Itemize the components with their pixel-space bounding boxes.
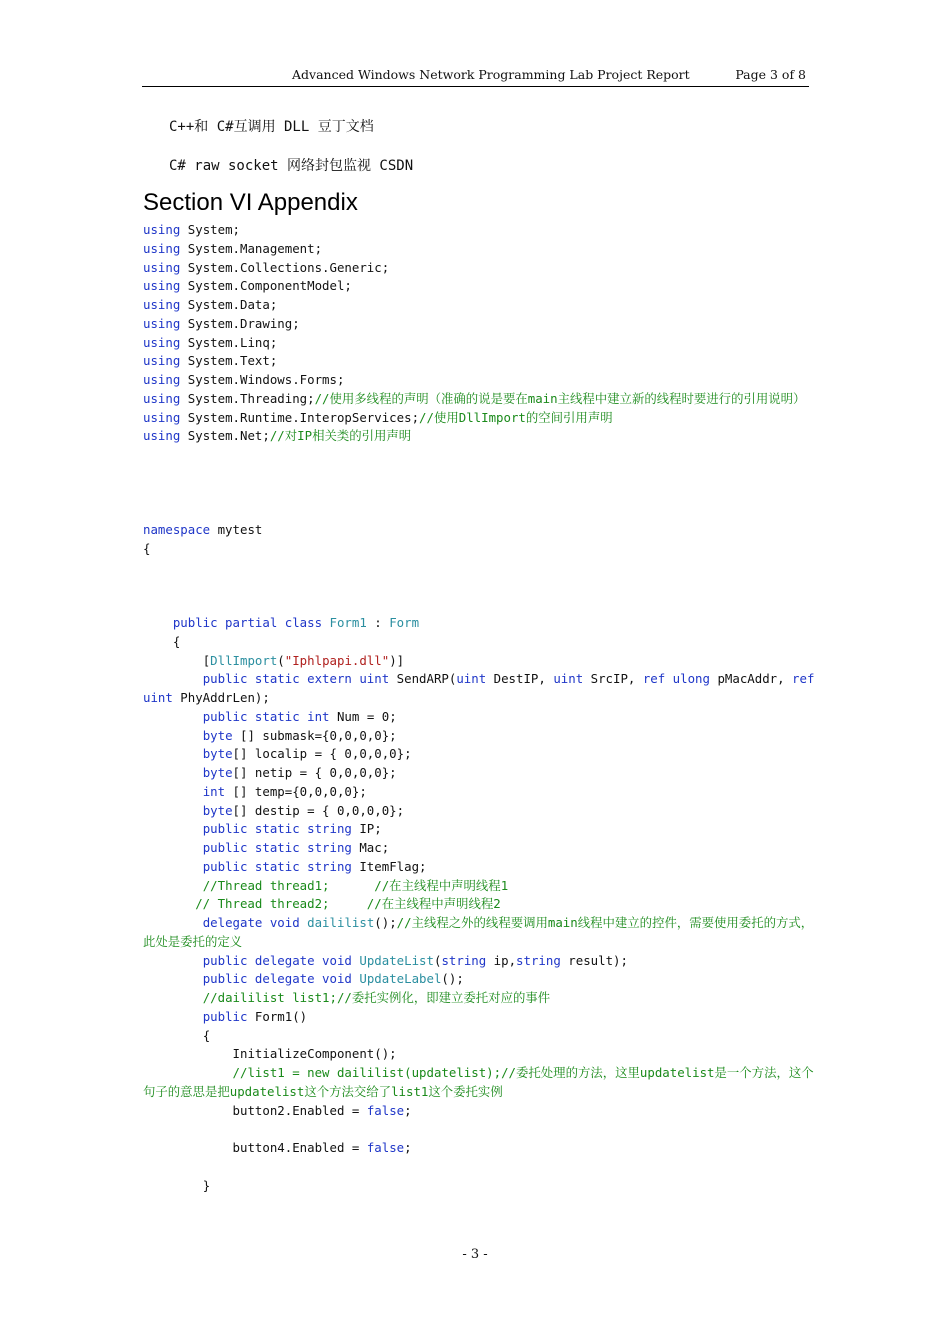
page-header (142, 66, 809, 87)
code-token: : (366, 615, 390, 630)
code-token: false (366, 1102, 405, 1118)
code-token: public (202, 1008, 248, 1024)
code-token: DllImport (210, 652, 278, 668)
code-line (143, 277, 815, 296)
code-token: public partial class (172, 615, 323, 630)
code-line (143, 727, 815, 746)
code-token (143, 859, 203, 874)
code-token: ( (277, 652, 285, 668)
code-token: result); (560, 952, 628, 968)
code-token: pMacAddr, (709, 671, 793, 687)
code-token (143, 953, 203, 968)
code-token: System.Runtime.InteropServices; (180, 409, 420, 425)
code-token: SrcIP, (583, 671, 643, 687)
code-token: InitializeComponent(); (143, 1046, 397, 1062)
code-token (143, 840, 203, 855)
code-token (143, 803, 203, 818)
code-token: using (143, 297, 181, 312)
code-token: using (143, 315, 181, 331)
code-token: delegate void (202, 915, 300, 930)
code-token: button4.Enabled = (143, 1140, 367, 1155)
code-token: namespace (143, 522, 211, 537)
code-token: using (143, 240, 181, 256)
code-token: using (143, 390, 181, 406)
code-token: //daililist list1;//委托实例化，即建立委托对应的事件 (202, 990, 551, 1005)
code-line (143, 914, 815, 952)
code-token: string (516, 952, 561, 968)
code-token: uint (456, 671, 487, 687)
code-token: "Iphlpapi.dll" (284, 652, 390, 668)
code-token: System.Windows.Forms; (180, 372, 345, 387)
reference-item: C++和 C#互调用 DLL 豆丁文档 (169, 119, 374, 135)
code-token: //使用多线程的声明（准确的说是要在main主线程中建立新的线程时要进行的引用说明） (314, 390, 806, 406)
code-token: //list1 = new daililist(updatelist);//委托处理的方法，这里updatelist是一个方法，这个句子的意思是把updatelist这个方法交给了list1这个委托实例 (143, 1065, 814, 1099)
code-token (143, 615, 173, 630)
code-line (143, 614, 815, 633)
code-line (143, 708, 815, 727)
code-token (143, 990, 203, 1005)
code-line (143, 839, 815, 858)
code-line (143, 1139, 815, 1158)
code-line (143, 895, 815, 914)
code-token: ItemFlag; (351, 858, 427, 874)
code-token: UpdateLabel (359, 971, 442, 987)
code-token: System; (180, 222, 240, 237)
code-token: Form (389, 615, 420, 630)
code-token: byte (202, 765, 233, 780)
code-line (143, 802, 815, 821)
code-token: byte (202, 727, 233, 743)
code-line (143, 371, 815, 390)
code-token: ; (404, 1140, 412, 1155)
code-line (143, 952, 815, 971)
code-line (143, 390, 815, 409)
code-block-namespace (143, 521, 815, 559)
code-line (143, 1120, 815, 1139)
code-token: public delegate void (202, 952, 352, 968)
code-token: ref ulong (642, 671, 710, 687)
code-token: } (143, 1177, 211, 1193)
code-token: int (202, 783, 226, 799)
code-token: using (143, 409, 181, 425)
code-token: System.Collections.Generic; (180, 259, 390, 275)
code-line (143, 989, 815, 1008)
code-token: System.Text; (180, 353, 278, 369)
code-line (143, 1008, 815, 1027)
code-token: System.Data; (180, 297, 278, 312)
code-line (143, 1045, 815, 1064)
code-token: System.Threading; (180, 390, 315, 406)
code-token: SendARP( (389, 671, 457, 687)
code-token (143, 671, 203, 686)
code-line (143, 633, 815, 652)
code-token (143, 746, 203, 761)
code-token: using (143, 278, 181, 294)
code-token (143, 765, 203, 780)
code-token (143, 971, 203, 986)
code-line (143, 409, 815, 428)
code-token: ( (433, 952, 442, 968)
code-line (143, 783, 815, 802)
code-token: )] (389, 652, 405, 668)
code-token (143, 821, 203, 836)
code-line (143, 877, 815, 896)
code-token: Form1 (329, 615, 367, 630)
code-token: using (143, 428, 181, 444)
code-token: //对IP相关类的引用声明 (269, 428, 412, 444)
code-token: using (143, 259, 181, 275)
code-line (143, 970, 815, 989)
code-token: System.Drawing; (180, 315, 300, 331)
code-token: public static string (202, 821, 352, 837)
header-title: Advanced Windows Network Programming Lab Project Report (292, 67, 690, 82)
code-token: { (143, 1027, 211, 1043)
code-token (143, 784, 203, 799)
code-token: using (143, 372, 181, 387)
code-line (143, 764, 815, 783)
code-block-usings (143, 221, 815, 446)
code-token: [ (143, 652, 211, 668)
code-token: using (143, 334, 181, 350)
code-token: ref uint (143, 671, 822, 705)
code-token: public static string (202, 858, 352, 874)
code-token: { (143, 540, 151, 556)
code-token: Mac; (351, 840, 390, 855)
code-token: Form1() (247, 1008, 308, 1024)
code-token: string (441, 952, 487, 968)
code-token: [] localip = { 0,0,0,0}; (232, 746, 412, 762)
code-token (143, 878, 203, 893)
code-token: byte (202, 746, 233, 762)
code-token (143, 728, 203, 743)
code-token: [] temp={0,0,0,0}; (225, 783, 367, 799)
code-line (143, 820, 815, 839)
code-line (143, 427, 815, 446)
code-token: { (143, 633, 181, 649)
code-block-class (143, 614, 822, 1195)
code-token: button2.Enabled = (143, 1102, 367, 1118)
code-token: ; (404, 1102, 412, 1118)
code-token: public static int (202, 708, 330, 724)
code-line (143, 259, 815, 278)
code-token: System.ComponentModel; (180, 278, 352, 294)
code-token: (); (441, 971, 464, 987)
code-token: using (143, 222, 181, 237)
code-line (143, 745, 815, 764)
code-line (143, 652, 815, 671)
code-token: System.Management; (180, 240, 323, 256)
code-token: //使用DllImport的空间引用声明 (419, 409, 613, 425)
code-line (143, 540, 815, 559)
code-token: ip, (486, 952, 517, 968)
code-token (143, 709, 203, 724)
code-token: System.Linq; (180, 334, 278, 350)
code-line (143, 1064, 815, 1102)
code-token: false (366, 1140, 405, 1155)
code-token: [] netip = { 0,0,0,0}; (232, 765, 397, 780)
code-token: // Thread thread2; //在主线程中声明线程2 (195, 896, 501, 912)
code-token: //主线程之外的线程要调用main线程中建立的控件，需要使用委托的方式，此处是委托的定义 (143, 915, 814, 949)
code-line (143, 296, 815, 315)
code-line (143, 240, 815, 259)
code-token: PhyAddrLen); (172, 690, 270, 705)
section-heading: Section VI Appendix (143, 189, 358, 216)
code-line (143, 221, 815, 240)
code-token: uint (553, 671, 584, 687)
code-token (143, 915, 203, 930)
code-token: mytest (210, 522, 263, 537)
code-line (143, 670, 822, 708)
code-token (143, 1009, 203, 1024)
code-token: public static extern uint (202, 671, 390, 687)
code-line (143, 1177, 815, 1196)
code-token: public static string (202, 840, 352, 855)
code-line (143, 1027, 815, 1046)
code-token: daililist (307, 915, 375, 930)
code-token: Num = 0; (329, 708, 397, 724)
code-line (143, 858, 815, 877)
code-token: IP; (351, 821, 382, 837)
code-token: DestIP, (486, 671, 554, 687)
code-token: UpdateList (359, 952, 434, 968)
code-token (143, 1065, 233, 1080)
code-token: public delegate void (202, 971, 352, 987)
code-token: [] destip = { 0,0,0,0}; (232, 802, 405, 818)
code-line (143, 521, 815, 540)
code-line (143, 352, 815, 371)
code-token: using (143, 353, 181, 369)
code-line (143, 334, 815, 353)
code-token: [] submask={0,0,0,0}; (232, 727, 397, 743)
code-token: System.Net; (180, 428, 270, 444)
code-token: //Thread thread1; //在主线程中声明线程1 (202, 877, 509, 893)
code-token: (); (374, 915, 397, 930)
code-token: byte (202, 802, 233, 818)
page-footer-number: - 3 - (462, 1247, 488, 1262)
code-token (143, 896, 195, 911)
header-page-number: Page 3 of 8 (735, 67, 806, 82)
code-line (143, 315, 815, 334)
code-line (143, 1158, 815, 1177)
code-line (143, 1102, 815, 1121)
code-token (322, 615, 329, 630)
reference-item: C# raw socket 网络封包监视 CSDN (169, 158, 414, 174)
